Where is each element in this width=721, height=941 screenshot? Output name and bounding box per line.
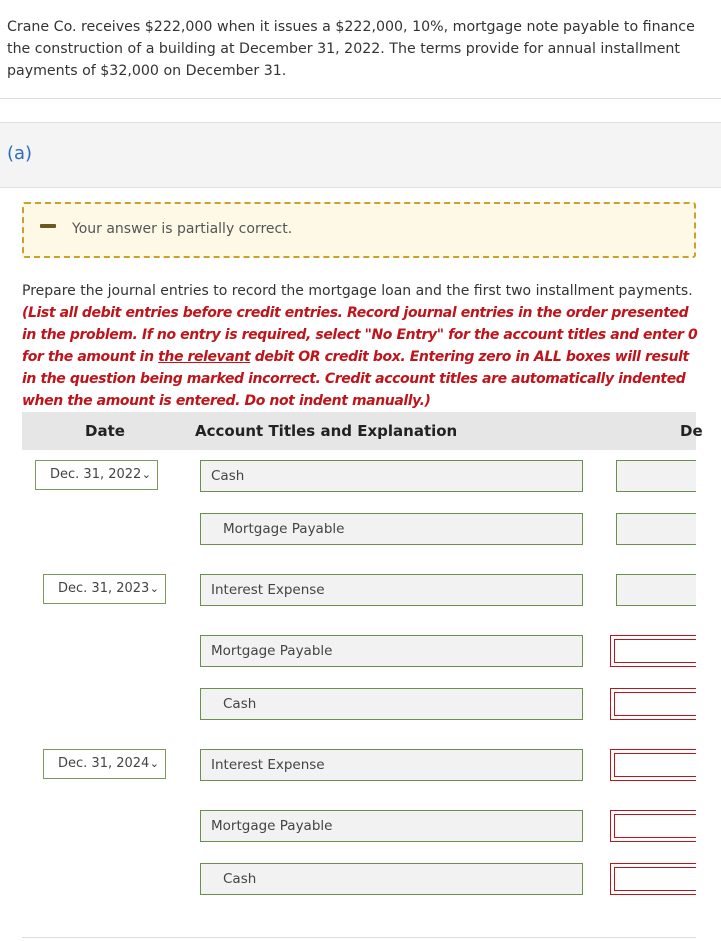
chevron-down-icon: ⌄ xyxy=(149,757,159,770)
account-field[interactable]: Mortgage Payable xyxy=(200,513,583,545)
date-header: Date xyxy=(85,422,125,440)
account-field[interactable]: Mortgage Payable xyxy=(200,635,583,667)
instructions xyxy=(22,280,702,412)
date-select-value: Dec. 31, 2024 xyxy=(58,756,150,771)
part-header xyxy=(0,122,721,188)
date-select-value: Dec. 31, 2022 xyxy=(50,467,142,482)
date-select[interactable] xyxy=(43,749,166,779)
date-select[interactable] xyxy=(35,460,158,490)
instructions-lead: Prepare the journal entries to record the mortgage loan and the first two installment payments. xyxy=(22,283,693,299)
instructions-note xyxy=(22,305,697,409)
divider xyxy=(22,937,696,938)
relevant-link[interactable]: the relevant xyxy=(158,349,251,365)
part-label: (a) xyxy=(7,143,33,164)
account-field[interactable]: Cash xyxy=(200,688,583,720)
journal-table-header xyxy=(22,412,703,450)
table-clip-edge xyxy=(696,450,721,910)
account-field[interactable]: Interest Expense xyxy=(200,749,583,781)
account-field[interactable]: Mortgage Payable xyxy=(200,810,583,842)
problem-statement: Crane Co. receives $222,000 when it issues a $222,000, 10%, mortgage note payable to finance the construction of a building at December 31, 2022. The terms provide for annual installment payments of $32,000 on December 31. xyxy=(7,19,695,79)
debit-header: De xyxy=(680,422,703,440)
status-text: Your answer is partially correct. xyxy=(72,221,293,237)
date-select[interactable] xyxy=(43,574,166,604)
account-field[interactable]: Cash xyxy=(200,863,583,895)
account-field[interactable]: Interest Expense xyxy=(200,574,583,606)
chevron-down-icon: ⌄ xyxy=(149,582,159,595)
partial-minus-icon xyxy=(40,224,56,228)
date-select-value: Dec. 31, 2023 xyxy=(58,581,150,596)
instructions-note-part2: debit OR credit box. Entering zero in ALL boxes will result in the question being marked incorrect. Credit account titles are automatically indented when the amount is entered. Do not indent manually.) xyxy=(22,349,689,409)
account-header: Account Titles and Explanation xyxy=(195,422,458,440)
instructions-note-part1: (List all debit entries before credit entries. Record journal entries in the order presented in the problem. If no entry is required, select "No Entry" for the account titles and enter 0 for the amount in xyxy=(22,305,698,365)
answer-status-banner xyxy=(22,202,696,258)
account-field[interactable]: Cash xyxy=(200,460,583,492)
divider xyxy=(0,98,721,99)
chevron-down-icon: ⌄ xyxy=(141,468,151,481)
